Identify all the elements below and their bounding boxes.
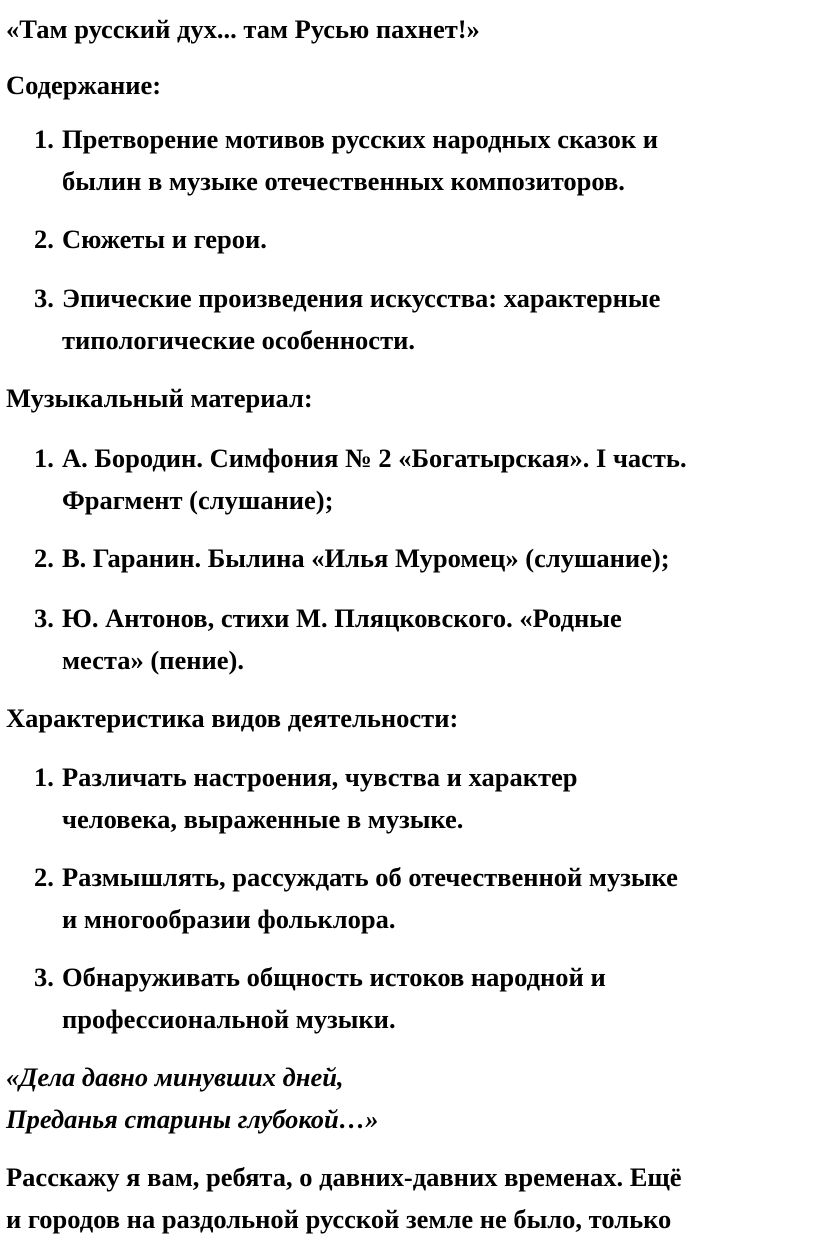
list-number: 2.	[34, 224, 54, 254]
list-text-line: и многообразии фольклора.	[62, 904, 396, 934]
list-text-line: Эпические произведения искусства: характерные	[62, 283, 661, 313]
list-text-line: Фрагмент (слушание);	[62, 485, 334, 515]
contents-heading: Содержание:	[6, 70, 162, 100]
list-text-line: места» (пение).	[62, 645, 244, 675]
list-item	[34, 597, 814, 639]
list-item	[34, 277, 814, 319]
list-number: 3.	[34, 283, 54, 313]
list-text-line: В. Гаранин. Былина «Илья Муромец» (слушание);	[62, 543, 670, 573]
list-item	[34, 218, 814, 260]
epigraph-line: Преданья старины глубокой…»	[6, 1104, 379, 1134]
list-number: 3.	[34, 962, 54, 992]
list-text-line: профессиональной музыки.	[62, 1004, 396, 1034]
epigraph-line: «Дела давно минувших дней,	[6, 1062, 344, 1092]
list-item	[34, 537, 814, 579]
list-item	[34, 956, 814, 998]
list-text-line: Претворение мотивов русских народных сказок и	[62, 124, 659, 154]
music-heading: Музыкальный материал:	[6, 383, 313, 413]
story-text-line: Расскажу я вам, ребята, о давних-давних временах. Ещё	[6, 1162, 682, 1192]
list-number: 2.	[34, 543, 54, 573]
list-text-line: А. Бородин. Симфония № 2 «Богатырская». I часть.	[62, 443, 687, 473]
list-number: 1.	[34, 124, 54, 154]
story-text-line: и городов на раздольной русской земле не было, только	[6, 1204, 672, 1234]
activities-heading: Характеристика видов деятельности:	[6, 703, 459, 733]
list-text-line: человека, выраженные в музыке.	[62, 804, 464, 834]
list-text-line: Ю. Антонов, стихи М. Пляцковского. «Родные	[62, 603, 622, 633]
list-item	[34, 118, 814, 160]
list-number: 1.	[34, 762, 54, 792]
list-text-line: типологические особенности.	[62, 325, 415, 355]
list-number: 1.	[34, 443, 54, 473]
list-item	[34, 437, 814, 479]
list-number: 2.	[34, 862, 54, 892]
list-item	[34, 856, 814, 898]
list-text-line: Различать настроения, чувства и характер	[62, 762, 578, 792]
list-item	[34, 756, 814, 798]
list-text-line: Сюжеты и герои.	[62, 224, 267, 254]
list-text-line: Размышлять, рассуждать об отечественной музыке	[62, 862, 678, 892]
list-text-line: былин в музыке отечественных композиторов.	[62, 166, 625, 196]
list-number: 3.	[34, 603, 54, 633]
list-text-line: Обнаруживать общность истоков народной и	[62, 962, 606, 992]
document-title: «Там русский дух... там Русью пахнет!»	[6, 14, 480, 44]
